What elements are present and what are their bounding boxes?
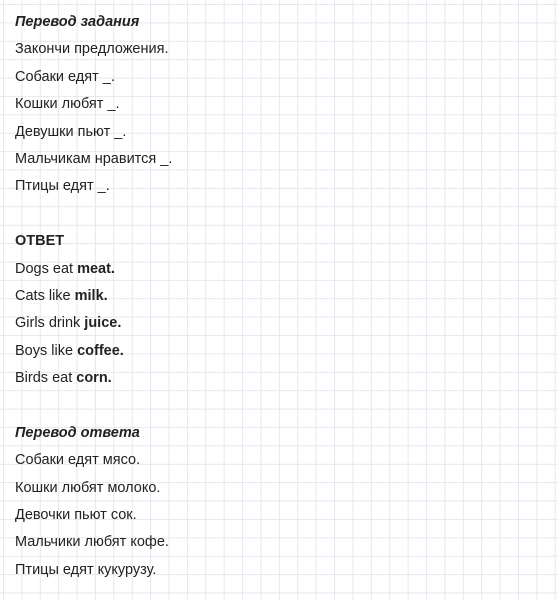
answer-prefix: Boys like <box>15 342 78 359</box>
task-sentence: Мальчикам нравится _. <box>15 150 173 167</box>
translation-sentence: Кошки любят молоко. <box>15 479 161 496</box>
answer-prefix: Girls drink <box>15 315 85 332</box>
task-translation-heading: Перевод задания <box>15 14 140 30</box>
answer-section <box>15 228 558 392</box>
answer-word: juice. <box>84 315 122 332</box>
task-translation-section <box>15 9 558 201</box>
answer-translation-heading: Перевод ответа <box>15 424 140 441</box>
answer-sentence <box>15 283 558 310</box>
translation-sentence: Собаки едят мясо. <box>15 452 141 469</box>
section-spacer <box>15 392 558 419</box>
task-sentence: Кошки любят _. <box>15 96 120 113</box>
task-sentence: Птицы едят _. <box>15 178 110 195</box>
task-instruction: Закончи предложения. <box>15 41 169 58</box>
answer-sentence <box>15 256 558 283</box>
answer-translation-section <box>15 420 558 584</box>
answer-sentence <box>15 338 558 365</box>
answer-prefix: Birds eat <box>15 370 77 387</box>
answer-sentence <box>15 365 558 392</box>
answer-sentence <box>15 310 558 337</box>
answer-word: corn. <box>76 370 112 387</box>
answer-word: coffee. <box>77 342 124 359</box>
translation-sentence: Девочки пьют сок. <box>15 507 137 524</box>
translation-sentence: Птицы едят кукурузу. <box>15 561 157 578</box>
task-sentence: Собаки едят _. <box>15 68 115 85</box>
answer-word: milk. <box>74 287 108 304</box>
answer-prefix: Cats like <box>15 287 75 304</box>
translation-sentence: Мальчики любят кофе. <box>15 534 169 551</box>
answer-word: meat. <box>77 260 115 277</box>
task-sentence: Девушки пьют _. <box>15 123 127 140</box>
section-spacer <box>15 201 558 228</box>
answer-heading: ОТВЕТ <box>15 233 65 250</box>
answer-prefix: Dogs eat <box>15 260 78 277</box>
